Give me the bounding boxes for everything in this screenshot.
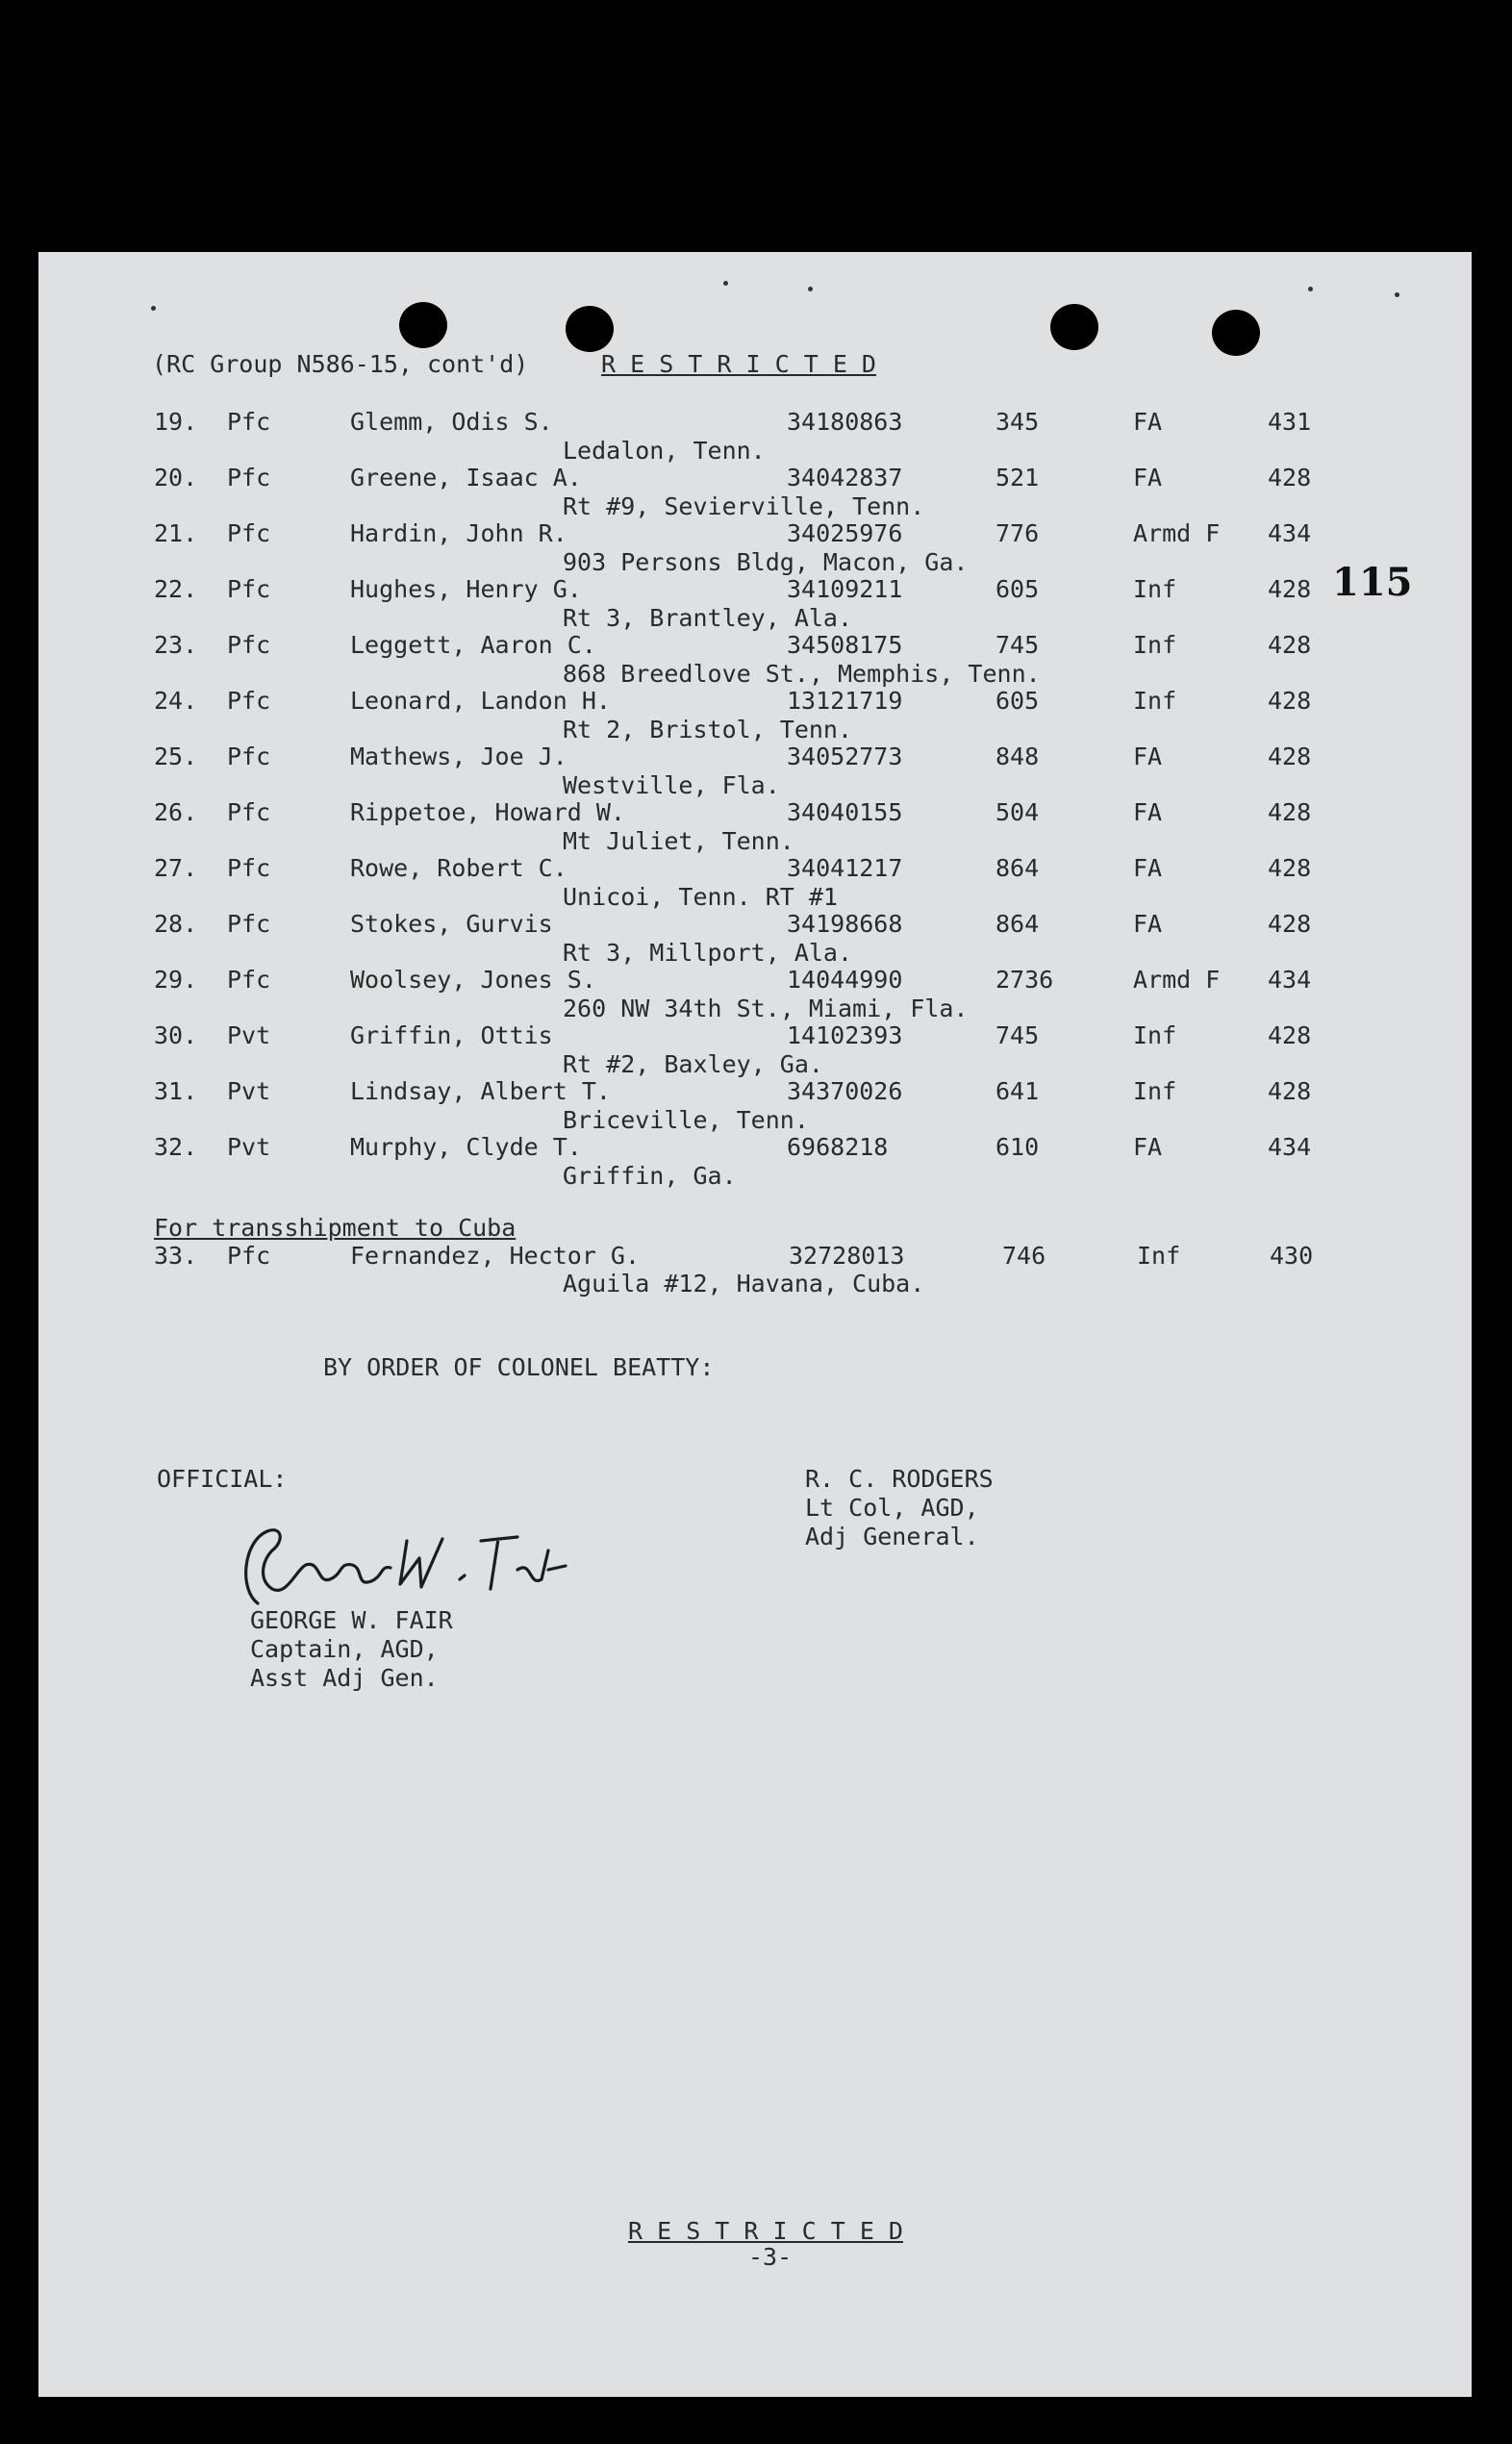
entry-name: Fernandez, Hector G. (350, 1242, 641, 1270)
entry-number: 27. (154, 854, 198, 882)
entry-serial: 34370026 (787, 1077, 903, 1105)
entry-mos: 864 (995, 910, 1040, 938)
entry-number: 23. (154, 631, 198, 659)
entry-mos: 864 (995, 854, 1040, 882)
entry-branch: FA (1133, 464, 1163, 491)
entry-address: Rt 3, Brantley, Ala. (563, 604, 853, 632)
entry-code: 428 (1268, 631, 1312, 659)
entry-mos: 605 (995, 575, 1040, 603)
entry-branch: Armd F (1133, 519, 1221, 547)
entry-serial: 34042837 (787, 464, 903, 491)
entry-number: 25. (154, 743, 198, 770)
authority-rank: Lt Col, AGD, (805, 1494, 979, 1522)
entry-serial: 34052773 (787, 743, 903, 770)
entry-serial: 34040155 (787, 798, 903, 826)
entry-name: Greene, Isaac A. (350, 464, 582, 491)
signer-rank: Captain, AGD, (250, 1635, 439, 1663)
entry-rank: Pfc (227, 687, 271, 715)
entry-number: 33. (154, 1242, 198, 1270)
entry-rank: Pvt (227, 1021, 271, 1049)
entry-branch: Inf (1133, 687, 1177, 715)
entry-number: 20. (154, 464, 198, 491)
entry-address: Aguila #12, Havana, Cuba. (563, 1270, 925, 1298)
entry-code: 428 (1268, 687, 1312, 715)
signer-title: Asst Adj Gen. (250, 1664, 439, 1692)
entry-branch: FA (1133, 1133, 1163, 1161)
entry-branch: Inf (1133, 1021, 1177, 1049)
paper-speck (1395, 292, 1399, 297)
entry-code: 428 (1268, 575, 1312, 603)
punch-hole (566, 306, 614, 352)
paper-speck (151, 306, 156, 311)
entry-mos: 521 (995, 464, 1040, 491)
entry-name: Glemm, Odis S. (350, 408, 553, 436)
entry-name: Rippetoe, Howard W. (350, 798, 625, 826)
entry-number: 29. (154, 966, 198, 994)
entry-number: 26. (154, 798, 198, 826)
paper-speck (723, 281, 728, 286)
authority-name: R. C. RODGERS (805, 1465, 994, 1493)
entry-number: 31. (154, 1077, 198, 1105)
entry-mos: 776 (995, 519, 1040, 547)
entry-rank: Pfc (227, 1242, 271, 1270)
paper-speck (808, 287, 813, 291)
entry-name: Griffin, Ottis (350, 1021, 553, 1049)
punch-hole (1212, 310, 1260, 356)
entry-serial: 34198668 (787, 910, 903, 938)
order-line: BY ORDER OF COLONEL BEATTY: (323, 1353, 715, 1381)
entry-mos: 745 (995, 631, 1040, 659)
entry-rank: Pfc (227, 464, 271, 491)
entry-branch: FA (1133, 743, 1163, 770)
entry-serial: 14102393 (787, 1021, 903, 1049)
entry-number: 30. (154, 1021, 198, 1049)
entry-rank: Pfc (227, 743, 271, 770)
entry-address: Rt 2, Bristol, Tenn. (563, 716, 853, 743)
punch-hole (399, 302, 447, 348)
entry-branch: Armd F (1133, 966, 1221, 994)
entry-serial: 13121719 (787, 687, 903, 715)
entry-rank: Pfc (227, 575, 271, 603)
entry-rank: Pvt (227, 1133, 271, 1161)
official-label: OFFICIAL: (157, 1465, 288, 1493)
entry-branch: Inf (1133, 1077, 1177, 1105)
entry-name: Hardin, John R. (350, 519, 567, 547)
entry-mos: 610 (995, 1133, 1040, 1161)
entry-mos: 345 (995, 408, 1040, 436)
footer-restricted: R E S T R I C T E D (628, 2217, 903, 2245)
entry-address: Unicoi, Tenn. RT #1 (563, 883, 838, 911)
entry-name: Stokes, Gurvis (350, 910, 553, 938)
entry-branch: FA (1133, 854, 1163, 882)
entry-mos: 641 (995, 1077, 1040, 1105)
entry-code: 434 (1268, 966, 1312, 994)
entry-branch: FA (1133, 408, 1163, 436)
entry-code: 434 (1268, 1133, 1312, 1161)
entry-address: Ledalon, Tenn. (563, 437, 766, 465)
entry-branch: FA (1133, 798, 1163, 826)
entry-name: Hughes, Henry G. (350, 575, 582, 603)
entry-serial: 14044990 (787, 966, 903, 994)
paper-speck (1308, 287, 1313, 291)
entry-code: 428 (1268, 910, 1312, 938)
entry-number: 19. (154, 408, 198, 436)
entry-name: Mathews, Joe J. (350, 743, 567, 770)
entry-address: Briceville, Tenn. (563, 1106, 809, 1134)
entry-name: Woolsey, Jones S. (350, 966, 596, 994)
entry-mos: 746 (1002, 1242, 1046, 1270)
entry-serial: 34109211 (787, 575, 903, 603)
entry-rank: Pfc (227, 408, 271, 436)
entry-rank: Pvt (227, 1077, 271, 1105)
signer-name: GEORGE W. FAIR (250, 1606, 453, 1634)
entry-branch: Inf (1133, 631, 1177, 659)
transshipment-heading: For transshipment to Cuba (154, 1214, 517, 1242)
entry-name: Leonard, Landon H. (350, 687, 611, 715)
entry-address: 260 NW 34th St., Miami, Fla. (563, 995, 969, 1022)
entry-name: Leggett, Aaron C. (350, 631, 596, 659)
entry-address: Mt Juliet, Tenn. (563, 827, 794, 855)
entry-branch: Inf (1137, 1242, 1181, 1270)
entry-number: 24. (154, 687, 198, 715)
punch-hole (1050, 304, 1098, 350)
entry-serial: 34508175 (787, 631, 903, 659)
entry-code: 430 (1270, 1242, 1314, 1270)
entry-serial: 6968218 (787, 1133, 889, 1161)
entry-address: Westville, Fla. (563, 771, 780, 799)
header-continuation: (RC Group N586-15, cont'd) (152, 350, 529, 378)
entry-serial: 34025976 (787, 519, 903, 547)
entry-rank: Pfc (227, 519, 271, 547)
entry-name: Lindsay, Albert T. (350, 1077, 611, 1105)
entry-rank: Pfc (227, 854, 271, 882)
entry-branch: FA (1133, 910, 1163, 938)
entry-address: Griffin, Ga. (563, 1162, 737, 1190)
entry-rank: Pfc (227, 631, 271, 659)
entry-mos: 2736 (995, 966, 1054, 994)
entry-rank: Pfc (227, 798, 271, 826)
entry-mos: 745 (995, 1021, 1040, 1049)
handwritten-signature (229, 1512, 575, 1618)
entry-code: 431 (1268, 408, 1312, 436)
entry-mos: 504 (995, 798, 1040, 826)
entry-code: 428 (1268, 854, 1312, 882)
entry-address: Rt 3, Millport, Ala. (563, 939, 853, 967)
footer-page-number: -3- (748, 2243, 793, 2271)
entry-address: 868 Breedlove St., Memphis, Tenn. (563, 660, 1041, 688)
entry-number: 22. (154, 575, 198, 603)
entry-number: 32. (154, 1133, 198, 1161)
header-restricted: R E S T R I C T E D (601, 350, 876, 378)
entry-serial: 32728013 (789, 1242, 905, 1270)
entry-name: Rowe, Robert C. (350, 854, 567, 882)
entry-code: 428 (1268, 743, 1312, 770)
entry-address: Rt #9, Sevierville, Tenn. (563, 492, 925, 520)
entry-code: 428 (1268, 798, 1312, 826)
entry-rank: Pfc (227, 910, 271, 938)
entry-rank: Pfc (227, 966, 271, 994)
entry-code: 428 (1268, 464, 1312, 491)
entry-code: 428 (1268, 1077, 1312, 1105)
entry-code: 428 (1268, 1021, 1312, 1049)
entry-number: 28. (154, 910, 198, 938)
entry-address: Rt #2, Baxley, Ga. (563, 1050, 823, 1078)
page-stamp-number: 115 (1332, 560, 1413, 605)
entry-name: Murphy, Clyde T. (350, 1133, 582, 1161)
entry-branch: Inf (1133, 575, 1177, 603)
entry-mos: 605 (995, 687, 1040, 715)
entry-serial: 34041217 (787, 854, 903, 882)
entry-mos: 848 (995, 743, 1040, 770)
entry-code: 434 (1268, 519, 1312, 547)
entry-number: 21. (154, 519, 198, 547)
authority-title: Adj General. (805, 1523, 979, 1550)
entry-address: 903 Persons Bldg, Macon, Ga. (563, 548, 969, 576)
entry-serial: 34180863 (787, 408, 903, 436)
